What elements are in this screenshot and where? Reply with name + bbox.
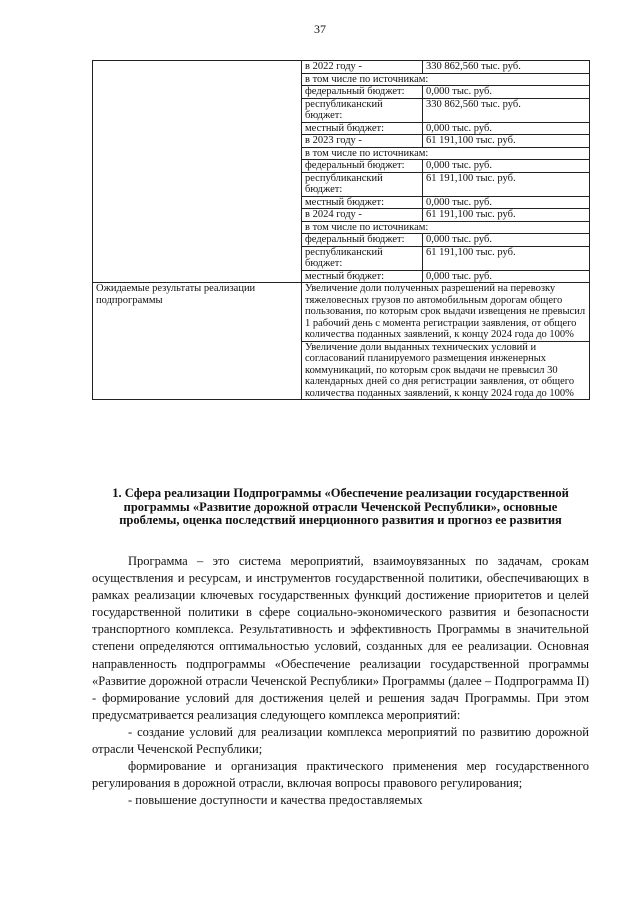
sources-label: в том числе по источникам: [302,73,590,86]
budget-label: республиканский бюджет: [302,98,423,122]
budget-value: 0,000 тыс. руб. [423,122,590,135]
section-heading: 1. Сфера реализации Подпрограммы «Обеспечение реализации государственной программы «Развитие дорожной отрасли Чеченской Республики», основные проблемы, оценка последствий инерционного развития и прогноз ее развития [112,486,569,527]
sources-label: в том числе по источникам: [302,147,590,160]
budget-label: федеральный бюджет: [302,234,423,247]
result-text: Увеличение доли полученных разрешений на перевозку тяжеловесных грузов по автомобильным дорогам общего пользования, по которым срок выдачи извещения не превысил 1 рабочий день с момента регистрации заявления, от общего количества поданных заявлений, к концу 2024 года до 100% [302,283,590,342]
table-row [93,283,590,342]
amount-value: 61 191,100 тыс. руб. [423,135,590,148]
budget-value: 0,000 тыс. руб. [423,86,590,99]
budget-value: 0,000 тыс. руб. [423,270,590,283]
budget-label: федеральный бюджет: [302,160,423,173]
budget-table [92,60,590,400]
budget-value: 61 191,100 тыс. руб. [423,172,590,196]
budget-label: федеральный бюджет: [302,86,423,99]
paragraph: - создание условий для реализации комплекса мероприятий по развитию дорожной отрасли Чеченской Республики; [92,724,589,757]
result-text: Увеличение доли выданных технических условий и согласований планируемого размещения инженерных коммуникаций, по которым срок выдачи не превысил 30 календарных дней со дня регистрации заявления, от общего количества поданных заявлений, к концу 2024 года до 100% [302,341,590,400]
table-row [93,61,590,74]
results-label: Ожидаемые результаты реализации подпрограммы [93,283,302,400]
budget-value: 0,000 тыс. руб. [423,160,590,173]
body-text [92,553,589,809]
year-label: в 2024 году - [302,209,423,222]
amount-value: 330 862,560 тыс. руб. [423,61,590,74]
budget-value: 61 191,100 тыс. руб. [423,246,590,270]
year-label: в 2023 году - [302,135,423,148]
amount-value: 61 191,100 тыс. руб. [423,209,590,222]
budget-label: местный бюджет: [302,196,423,209]
budget-value: 330 862,560 тыс. руб. [423,98,590,122]
table-empty-cell [93,61,302,283]
budget-label: местный бюджет: [302,122,423,135]
year-label: в 2022 году - [302,61,423,74]
budget-value: 0,000 тыс. руб. [423,234,590,247]
page-number: 37 [314,22,326,36]
paragraph: формирование и организация практического применения мер государственного регулирования в дорожной отрасли, включая вопросы правового регулирования; [92,759,589,791]
budget-label: республиканский бюджет: [302,246,423,270]
sources-label: в том числе по источникам: [302,221,590,234]
paragraph: - повышение доступности и качества предоставляемых [128,793,423,808]
paragraph: Программа – это система мероприятий, взаимоувязанных по задачам, срокам осуществления и ресурсам, и инструментов государственной политики, обеспечивающих в рамках реализации ключевых государственных функций достижение приоритетов и целей государственной политики в сфере социально-экономического развития и безопасности транспортного комплекса. Результативность и эффективность Программы в значительной степени определяются оптимальностью условий, созданных для ее реализации. Основная направленность подпрограммы «Обеспечение реализации государственной программы «Развитие дорожной отрасли Чеченской Республики» Программы (далее – Подпрограмма II) - формирование условий для достижения целей и решения задач Программы. При этом предусматривается реализация следующего комплекса мероприятий: [92,554,589,722]
budget-value: 0,000 тыс. руб. [423,196,590,209]
budget-label: республиканский бюджет: [302,172,423,196]
budget-label: местный бюджет: [302,270,423,283]
